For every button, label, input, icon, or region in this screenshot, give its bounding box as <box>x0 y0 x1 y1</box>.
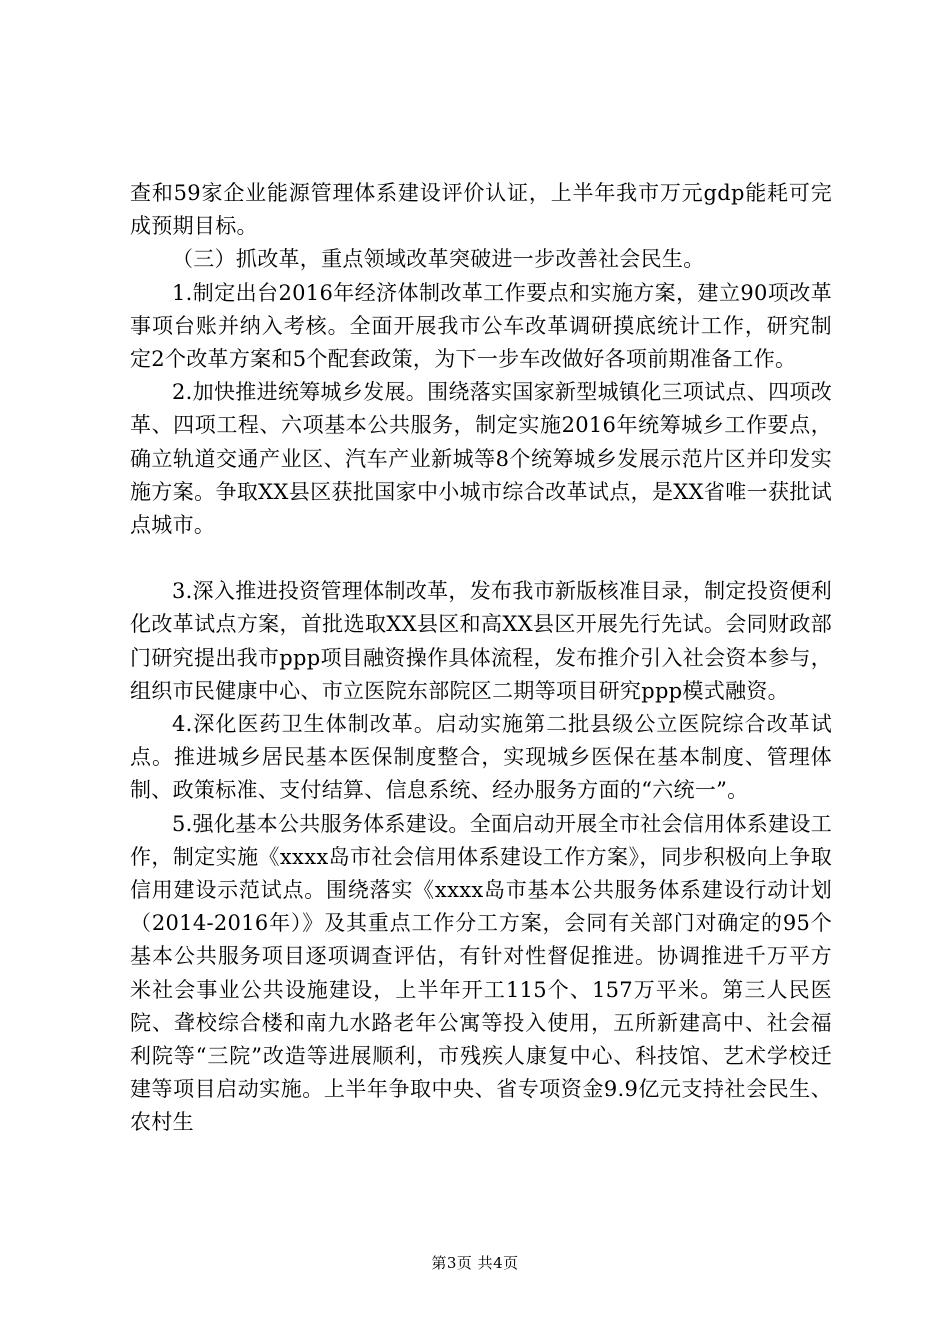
paragraph-item-2: 2.加快推进统筹城乡发展。围绕落实国家新型城镇化三项试点、四项改革、四项工程、六项基本公共服务，制定实施2016年统筹城乡工作要点，确立轨道交通产业区、汽车产业新城等8个统筹城乡发展示范片区并印发实施方案。争取XX县区获批国家中小城市综合改革试点，是XX省唯一获批试点城市。 <box>130 380 832 538</box>
paragraph-item-1: 1.制定出台2016年经济体制改革工作要点和实施方案，建立90项改革事项台账并纳入考核。全面开展我市公车改革调研摸底统计工作，研究制定2个改革方案和5个配套政策，为下一步车改做好各项前期准备工作。 <box>130 280 832 372</box>
paragraph-energy-continuation: 查和59家企业能源管理体系建设评价认证，上半年我市万元gdp能耗可完成预期目标。 <box>130 181 832 239</box>
paragraph-item-4: 4.深化医药卫生体制改革。启动实施第二批县级公立医院综合改革试点。推进城乡居民基本医保制度整合，实现城乡医保在基本制度、管理体制、政策标准、支付结算、信息系统、经办服务方面的“六统一”。 <box>130 712 832 803</box>
document-body <box>130 177 832 1140</box>
page-footer: 第3页 共4页 <box>431 1254 519 1272</box>
section-heading-reform: （三）抓改革，重点领域改革突破进一步改善社会民生。 <box>172 247 705 272</box>
paragraph-item-3: 3.深入推进投资管理体制改革，发布我市新版核准目录，制定投资便利化改革试点方案，首批选取XX县区和高XX县区开展先行先试。会同财政部门研究提出我市ppp项目融资操作具体流程，发布推介引入社会资本参与，组织市民健康中心、市立医院东部院区二期等项目研究ppp模式融资。 <box>130 579 832 703</box>
paragraph-item-5: 5.强化基本公共服务体系建设。全面启动开展全市社会信用体系建设工作，制定实施《xxxx岛市社会信用体系建设工作方案》，同步积极向上争取信用建设示范试点。围绕落实《xxxx岛市基本公共服务体系建设行动计划（2014-2016年）》及其重点工作分工方案，会同有关部门对确定的95个基本公共服务项目逐项调查评估，有针对性督促推进。协调推进千万平方米社会事业公共设施建设，上半年开工115个、157万平米。第三人民医院、聋校综合楼和南九水路老年公寓等投入使用，五所新建高中、社会福利院等“三院”改造等进展顺利，市残疾人康复中心、科技馆、艺术学校迁建等项目启动实施。上半年争取中央、省专项资金9.9亿元支持社会民生、农村生 <box>130 811 832 1135</box>
